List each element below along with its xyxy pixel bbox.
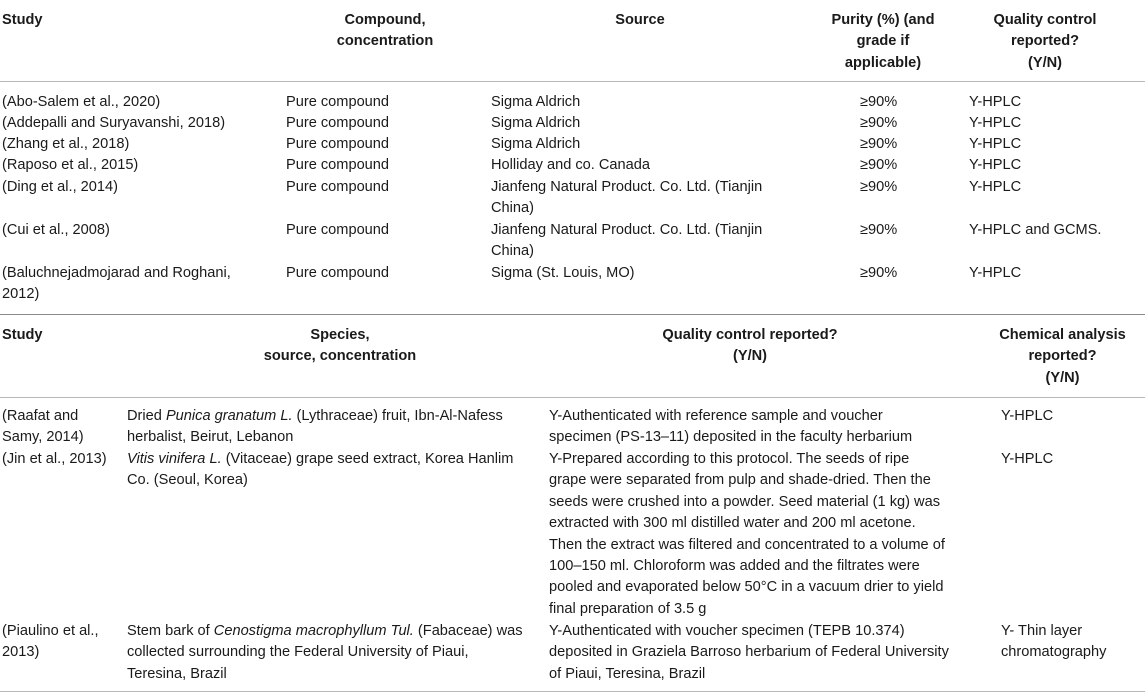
study-cell: (Baluchnejadmojarad and Roghani, 2012) [2,265,231,303]
source-cell: Holliday and co. Canada [491,157,651,173]
study-cell: (Zhang et al., 2018) [2,136,130,152]
species-name: Cenostigma macrophyllum Tul. [213,623,414,639]
study-cell: (Ding et al., 2014) [2,179,119,195]
purity-cell: ≥90% [860,179,898,195]
chemical-analysis-cell: Y-HPLC [1001,408,1054,424]
quality-control-cell: Y-HPLC and GCMS. [969,222,1102,238]
species-cell: Stem bark of Cenostigma macrophyllum Tul. (Fabaceae) was collected surrounding the Federal University of Piaui, Teresina, Brazil [127,623,523,682]
column-header-quality-control: Quality control reported? (Y/N) [662,327,838,365]
study-cell: (Abo-Salem et al., 2020) [2,94,161,110]
species-suffix: (Lythraceae) fruit, Ibn-Al-Nafess [292,408,503,424]
study-cell: (Jin et al., 2013) [2,451,107,467]
compound-cell: Pure compound [286,136,390,152]
species-cell: Vitis vinifera L. (Vitaceae) grape seed extract, Korea Hanlim Co. (Seoul, Korea) [127,451,514,489]
header-divider [0,81,1145,82]
column-header-species: Species, source, concentration [263,327,417,365]
quality-control-cell: Y-Authenticated with reference sample and voucher specimen (PS-13–11) deposited in the faculty herbarium [549,408,913,446]
quality-control-cell: Y-Prepared according to this protocol. The seeds of ripe grape were separated from pulp and shade-dried. Then the seeds were crushed into a powder. Seed material (1 kg) was extracted with 300 ml distilled water and 200 ml acetone. Then the extract was filtered and concentrated to a volume of 100–150 ml. Chloroform was added and the filtrates were pooled and evaporated below 50°C in a vacuum drier to yield final preparation of 3.5 g [549,451,945,617]
quality-control-cell: Y-Authenticated with voucher specimen (TEPB 10.374) deposited in Graziela Barroso herbarium of Federal University of Piaui, Teresina, Brazil [549,623,949,682]
purity-cell: ≥90% [860,157,898,173]
column-header-study: Study [2,327,43,343]
species-name: Vitis vinifera L. [127,451,222,467]
species-suffix: (Vitaceae) grape seed extract, Korea Hanlim [221,451,514,467]
purity-cell: ≥90% [860,136,898,152]
quality-control-cell: Y-HPLC [969,94,1022,110]
study-cell: (Cui et al., 2008) [2,222,110,238]
purity-cell: ≥90% [860,94,898,110]
purity-cell: ≥90% [860,265,898,281]
quality-control-cell: Y-HPLC [969,265,1022,281]
species-prefix: Stem bark of [127,623,214,639]
compound-cell: Pure compound [286,94,390,110]
quality-control-cell: Y-HPLC [969,115,1022,131]
column-header-source: Source [615,12,665,28]
study-cell: (Raafat and Samy, 2014) [2,408,84,446]
column-header-purity: Purity (%) (and grade if applicable) [831,12,935,71]
chemical-analysis-cell: Y-HPLC [1001,451,1054,467]
chemical-analysis-cell: Y- Thin layer chromatography [1001,623,1107,661]
compound-cell: Pure compound [286,222,390,238]
column-header-compound: Compound, concentration [336,12,434,50]
species-cell: Dried Punica granatum L. (Lythraceae) fruit, Ibn-Al-Nafess herbalist, Beirut, Lebanon [127,408,503,446]
study-cell: (Addepalli and Suryavanshi, 2018) [2,115,226,131]
compound-cell: Pure compound [286,115,390,131]
quality-control-cell: Y-HPLC [969,179,1022,195]
source-cell: Sigma Aldrich [491,136,581,152]
compound-cell: Pure compound [286,179,390,195]
source-cell: Sigma Aldrich [491,94,581,110]
source-cell: Jianfeng Natural Product. Co. Ltd. (Tianjin China) [491,179,763,217]
header-divider [0,397,1145,398]
species-name: Punica granatum L. [165,408,293,424]
column-header-chemical-analysis: Chemical analysis reported? (Y/N) [999,327,1126,386]
species-prefix: Dried [127,408,166,424]
source-cell: Sigma (St. Louis, MO) [491,265,635,281]
study-cell: (Raposo et al., 2015) [2,157,139,173]
quality-control-cell: Y-HPLC [969,136,1022,152]
compound-cell: Pure compound [286,157,390,173]
quality-control-cell: Y-HPLC [969,157,1022,173]
purity-cell: ≥90% [860,222,898,238]
compound-cell: Pure compound [286,265,390,281]
column-header-study: Study [2,12,43,28]
purity-cell: ≥90% [860,115,898,131]
column-header-quality-control: Quality control reported? (Y/N) [993,12,1097,71]
species-suffix: (Fabaceae) was [413,623,523,639]
table-divider [0,314,1145,315]
table-bottom-rule [0,691,1145,692]
study-cell: (Piaulino et al., 2013) [2,623,99,661]
source-cell: Jianfeng Natural Product. Co. Ltd. (Tianjin China) [491,222,763,260]
source-cell: Sigma Aldrich [491,115,581,131]
